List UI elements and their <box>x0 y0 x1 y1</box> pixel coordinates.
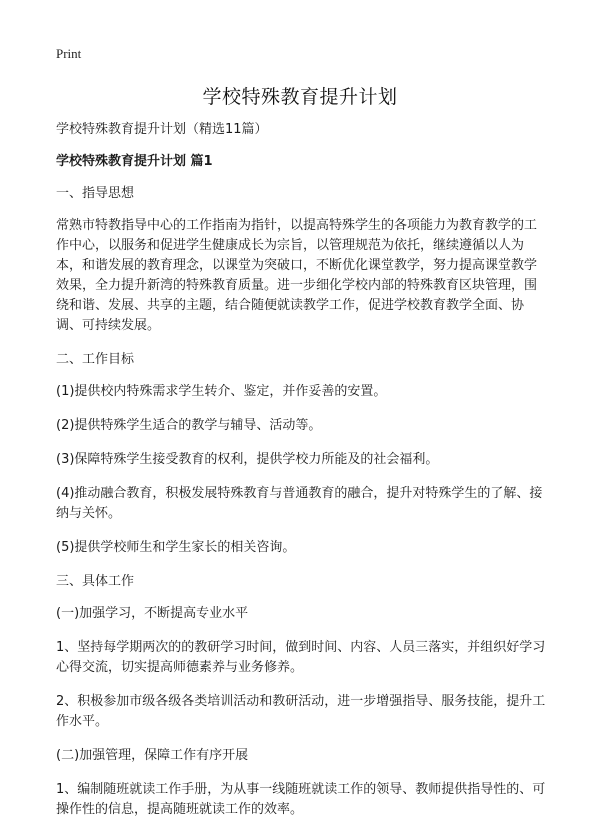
goal-item: (2)提供特殊学生适合的教学与辅导、活动等。 <box>56 418 322 433</box>
goal-item: (4)推动融合教育，积极发展特殊教育与普通教育的融合，提升对特殊学生的了解、接纳与关怀。 <box>56 486 543 521</box>
subsection-heading-management: (二)加强管理，保障工作有序开展 <box>56 748 249 763</box>
section-heading-work: 三、具体工作 <box>56 574 135 589</box>
document-title: 学校特殊教育提升计划 <box>202 86 398 108</box>
management-item: 1、编制随班就读工作手册，为从事一线随班就读工作的领导、教师提供指导性的、可操作性的信息，提高随班就读工作的效率。 <box>56 782 546 817</box>
article-heading: 学校特殊教育提升计划 篇1 <box>56 154 213 169</box>
document-body <box>56 120 548 834</box>
study-item: 1、坚持每学期两次的的教研学习时间，做到时间、内容、人员三落实，并组织好学习心得交流，切实提高师德素养与业务修养。 <box>56 640 546 675</box>
study-item: 2、积极参加市级各级各类培训活动和教研活动，进一步增强指导、服务技能，提升工作水平。 <box>56 694 546 729</box>
section-heading-guiding: 一、指导思想 <box>56 186 135 201</box>
goal-item: (1)提供校内特殊需求学生转介、鉴定，并作妥善的安置。 <box>56 384 387 399</box>
goal-item: (3)保障特殊学生接受教育的权利，提供学校力所能及的社会福利。 <box>56 452 439 467</box>
guiding-paragraph: 常熟市特教指导中心的工作指南为指针，以提高特殊学生的各项能力为教育教学的工作中心，以服务和促进学生健康成长为宗旨，以管理规范为依托，继续遵循以人为本，和谐发展的教育理念，以课堂为突破口，不断优化课堂教学，努力提高课堂教学效果，全力提升新湾的特殊教育质量。进一步细化学校内部的特殊教育区块管理，围绕和谐、发展、共享的主题，结合随便就读教学工作，促进学校教育教学全面、协调、可持续发展。 <box>56 218 538 333</box>
print-label: Print <box>56 46 82 61</box>
goal-item: (5)提供学校师生和学生家长的相关咨询。 <box>56 540 296 555</box>
section-heading-goals: 二、工作目标 <box>56 352 135 367</box>
subsection-heading-study: (一)加强学习，不断提高专业水平 <box>56 606 249 621</box>
document-subtitle: 学校特殊教育提升计划（精选11篇） <box>56 122 268 137</box>
